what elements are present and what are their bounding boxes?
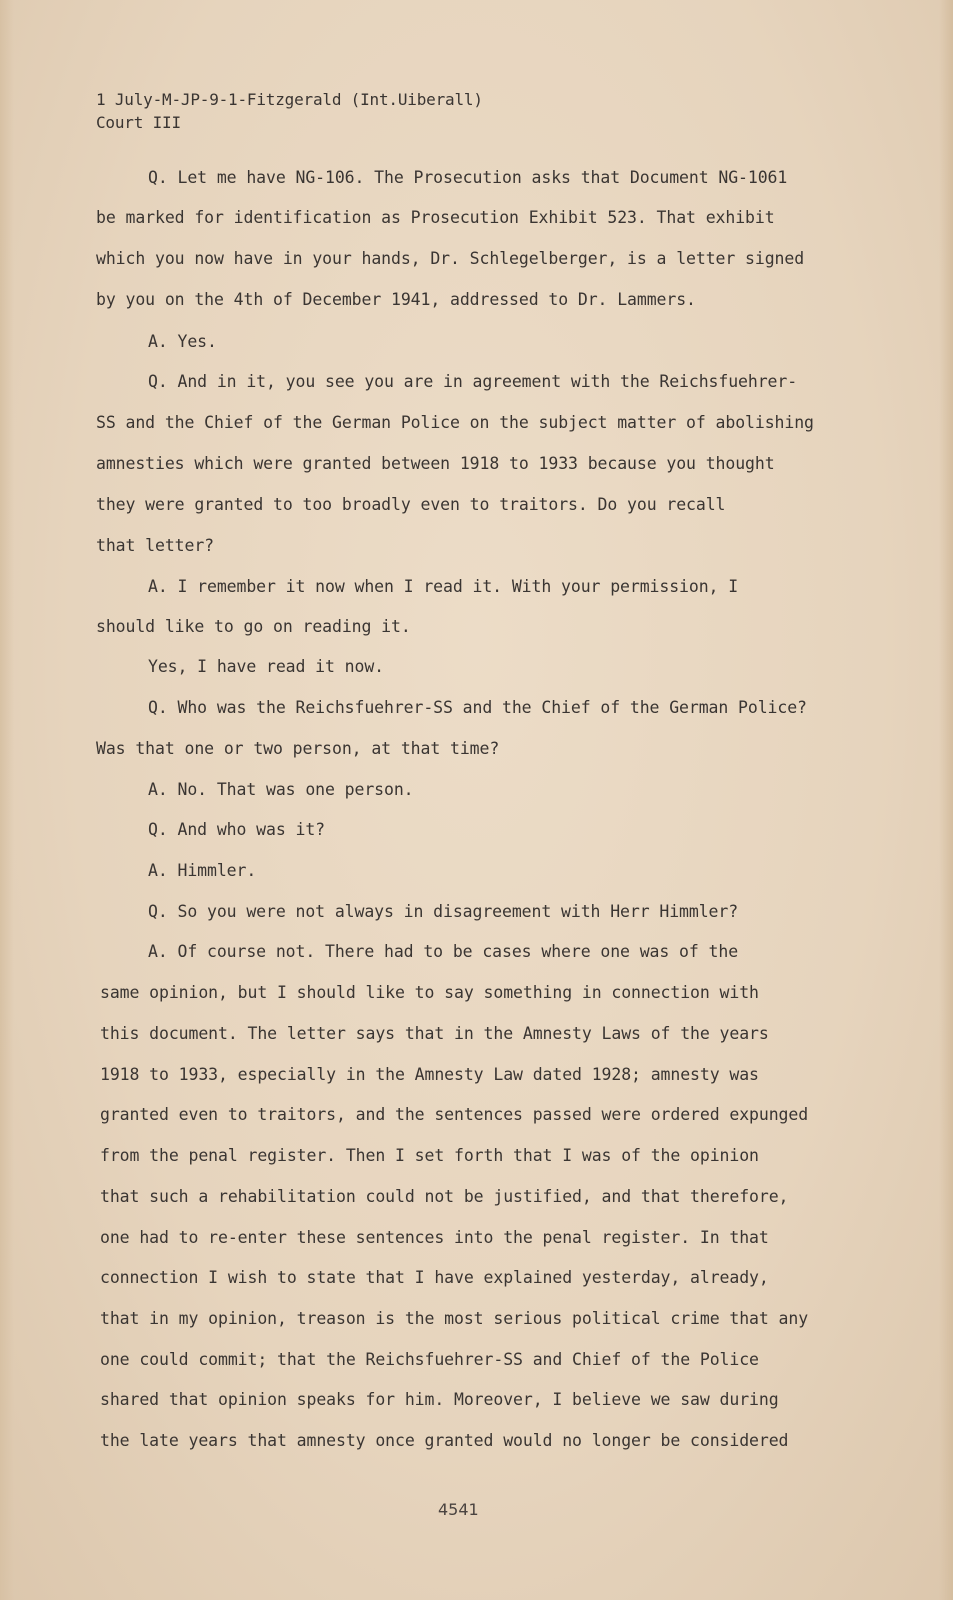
transcript-line: Q. Who was the Reichsfuehrer-SS and the Chief of the German Police? bbox=[148, 698, 807, 717]
transcript-line: A. Yes. bbox=[148, 332, 217, 351]
transcript-line: Q. And in it, you see you are in agreement with the Reichsfuehrer- bbox=[148, 372, 798, 391]
transcript-line: amnesties which were granted between 1918 to 1933 because you thought bbox=[96, 454, 775, 473]
transcript-line: which you now have in your hands, Dr. Schlegelberger, is a letter signed bbox=[96, 249, 805, 268]
transcript-line: A. No. That was one person. bbox=[148, 780, 414, 799]
transcript-line: the late years that amnesty once granted would no longer be considered bbox=[100, 1431, 789, 1450]
header-court-line: Court III bbox=[96, 113, 181, 132]
transcript-line: shared that opinion speaks for him. Moreover, I believe we saw during bbox=[100, 1390, 779, 1409]
transcript-line: they were granted to too broadly even to traitors. Do you recall bbox=[96, 495, 726, 514]
transcript-line: Yes, I have read it now. bbox=[148, 657, 385, 676]
transcript-line: one had to re-enter these sentences into the penal register. In that bbox=[100, 1228, 769, 1247]
transcript-line: A. I remember it now when I read it. With your permission, I bbox=[148, 577, 739, 596]
transcript-line: should like to go on reading it. bbox=[96, 617, 411, 636]
transcript-line: this document. The letter says that in the Amnesty Laws of the years bbox=[100, 1024, 769, 1043]
transcript-line: A. Of course not. There had to be cases where one was of the bbox=[148, 942, 739, 961]
transcript-line: granted even to traitors, and the sentences passed were ordered expunged bbox=[100, 1105, 809, 1124]
transcript-line: Q. So you were not always in disagreement with Herr Himmler? bbox=[148, 902, 739, 921]
transcript-line: that such a rehabilitation could not be justified, and that therefore, bbox=[100, 1187, 789, 1206]
transcript-line: that in my opinion, treason is the most serious political crime that any bbox=[100, 1309, 809, 1328]
transcript-line: Was that one or two person, at that time? bbox=[96, 739, 500, 758]
transcript-line: Q. And who was it? bbox=[148, 820, 326, 839]
transcript-line: same opinion, but I should like to say something in connection with bbox=[100, 983, 759, 1002]
transcript-line: A. Himmler. bbox=[148, 861, 257, 880]
transcript-line: from the penal register. Then I set forth that I was of the opinion bbox=[100, 1146, 759, 1165]
transcript-line: by you on the 4th of December 1941, addressed to Dr. Lammers. bbox=[96, 290, 696, 309]
document-header bbox=[96, 88, 483, 134]
transcript-line: connection I wish to state that I have explained yesterday, already, bbox=[100, 1268, 769, 1287]
transcript-line: be marked for identification as Prosecution Exhibit 523. That exhibit bbox=[96, 208, 775, 227]
page-edge-left bbox=[0, 0, 14, 1600]
transcript-line: one could commit; that the Reichsfuehrer-SS and Chief of the Police bbox=[100, 1350, 759, 1369]
page-edge-right bbox=[939, 0, 953, 1600]
header-session-line: 1 July-M-JP-9-1-Fitzgerald (Int.Uiberall) bbox=[96, 90, 483, 109]
transcript-line: SS and the Chief of the German Police on the subject matter of abolishing bbox=[96, 413, 814, 432]
transcript-line: Q. Let me have NG-106. The Prosecution asks that Document NG-1061 bbox=[148, 168, 788, 187]
transcript-line: 1918 to 1933, especially in the Amnesty Law dated 1928; amnesty was bbox=[100, 1065, 759, 1084]
transcript-line: that letter? bbox=[96, 536, 215, 555]
page-number: 4541 bbox=[438, 1500, 479, 1519]
